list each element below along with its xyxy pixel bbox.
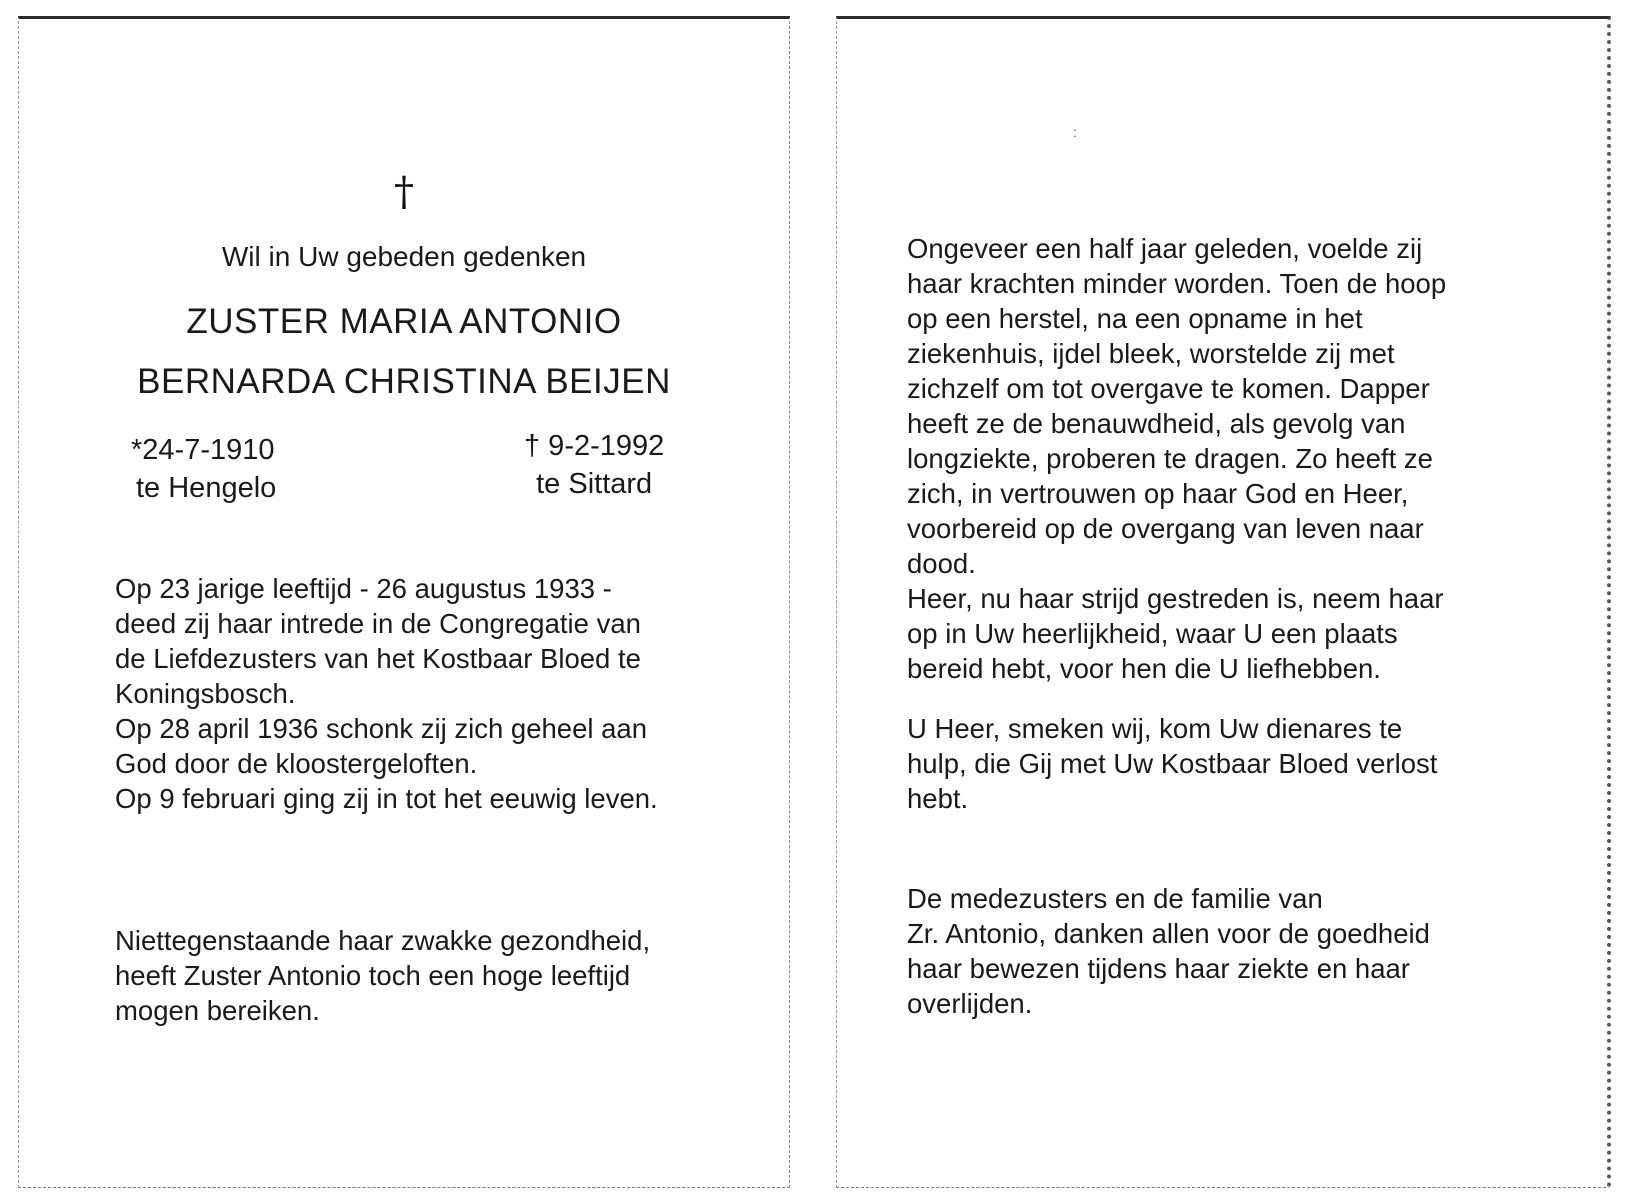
text-line: God door de kloostergeloften. [115, 748, 478, 779]
text-line: Ongeveer een half jaar geleden, voelde zij [907, 233, 1423, 264]
birth-place: te Hengelo [136, 472, 277, 504]
text-line: Op 23 jarige leeftijd - 26 augustus 1933 - [115, 573, 612, 604]
memorial-card-right [836, 16, 1611, 1188]
full-name: BERNARDA CHRISTINA BEIJEN [137, 362, 671, 401]
illness-paragraph [907, 231, 1446, 686]
text-line: Koningsbosch. [115, 678, 296, 709]
biography-paragraph [115, 571, 658, 816]
text-line: op een herstel, na een opname in het [907, 303, 1363, 334]
text-line: zich, in vertrouwen op haar God en Heer, [907, 478, 1409, 509]
text-line: Zr. Antonio, danken allen voor de goedheid [907, 918, 1430, 949]
health-paragraph [115, 923, 650, 1028]
thanks-paragraph [907, 881, 1430, 1021]
text-line: haar krachten minder worden. Toen de hoop [907, 268, 1447, 299]
birth-info [131, 431, 276, 507]
death-place: te Sittard [536, 468, 653, 500]
text-line: dood. [907, 548, 976, 579]
text-line: Op 9 februari ging zij in tot het eeuwig leven. [115, 783, 658, 814]
text-line: longziekte, proberen te dragen. Zo heeft ze [907, 443, 1433, 474]
text-line: hebt. [907, 783, 969, 814]
text-line: heeft ze de benauwdheid, als gevolg van [907, 408, 1406, 439]
text-line: haar bewezen tijdens haar ziekte en haar [907, 953, 1410, 984]
text-line: overlijden. [907, 988, 1033, 1019]
text-line: Op 28 april 1936 schonk zij zich geheel aan [115, 713, 648, 744]
name-title: ZUSTER MARIA ANTONIO [186, 302, 622, 341]
text-line: zichzelf om tot overgave te komen. Dapper [907, 373, 1430, 404]
text-line: Niettegenstaande haar zwakke gezondheid, [115, 925, 651, 956]
memorial-card-left [18, 16, 790, 1188]
text-line: ziekenhuis, ijdel bleek, worstelde zij met [907, 338, 1395, 369]
birth-date: *24-7-1910 [131, 434, 275, 466]
cross-icon: † [394, 169, 414, 215]
death-date: † 9-2-1992 [524, 430, 665, 462]
text-line: Heer, nu haar strijd gestreden is, neem haar [907, 583, 1444, 614]
death-info [524, 427, 664, 503]
text-line: hulp, die Gij met Uw Kostbaar Bloed verlost [907, 748, 1438, 779]
text-line: heeft Zuster Antonio toch een hoge leeftijd [115, 960, 631, 991]
text-line: mogen bereiken. [115, 995, 320, 1026]
text-line: de Liefdezusters van het Kostbaar Bloed te [115, 643, 641, 674]
text-line: voorbereid op de overgang van leven naar [907, 513, 1424, 544]
text-line: bereid hebt, voor hen die U liefhebben. [907, 653, 1381, 684]
text-line: U Heer, smeken wij, kom Uw dienares te [907, 713, 1403, 744]
scan-speck: : [1073, 124, 1077, 140]
text-line: op in Uw heerlijkheid, waar U een plaats [907, 618, 1398, 649]
text-line: deed zij haar intrede in de Congregatie van [115, 608, 641, 639]
prayer-paragraph [907, 711, 1437, 816]
prayer-line: Wil in Uw gebeden gedenken [221, 241, 587, 272]
text-line: De medezusters en de familie van [907, 883, 1323, 914]
